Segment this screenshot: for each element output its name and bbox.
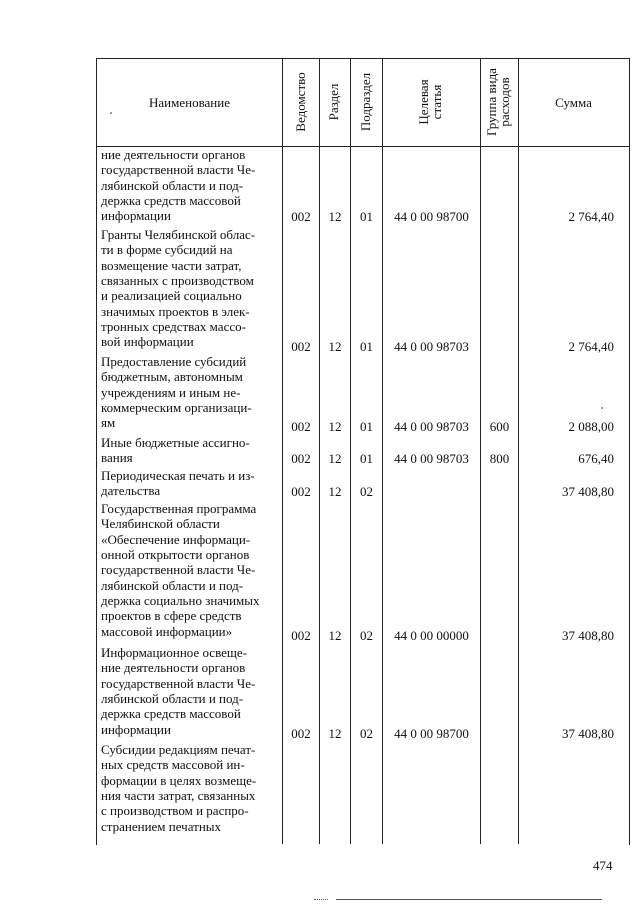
row-target: 44 0 00 98700 <box>394 209 469 224</box>
row-name: ние деятельности органов государственной власти Че- лябинской области и под- держка средств массовой информации <box>101 147 256 224</box>
row-expense-group: 800 <box>489 451 510 466</box>
row-subsection: 01 <box>360 451 373 466</box>
row-subsection: 01 <box>360 419 373 434</box>
row-ministry: 002 <box>291 451 311 466</box>
row-section: 12 <box>328 419 342 434</box>
row-target: 44 0 00 98703 <box>394 419 469 434</box>
bottom-rule <box>336 899 602 900</box>
row-subsection: 02 <box>360 484 373 499</box>
row-subsection: 02 <box>360 726 373 741</box>
row-sum: 2 764,40 <box>568 339 614 354</box>
row-section: 12 <box>328 628 342 643</box>
scan-speck <box>110 112 112 114</box>
row-sum: 2 088,00 <box>568 419 614 434</box>
row-sum: 37 408,80 <box>562 628 614 643</box>
row-ministry: 002 <box>291 209 311 224</box>
row-section: 12 <box>328 339 342 354</box>
row-ministry: 002 <box>291 484 311 499</box>
row-subsection: 02 <box>360 628 373 643</box>
row-section: 12 <box>328 726 342 741</box>
row-name: Субсидии редакциям печат- ных средств массовой ин- формации в целях возмеще- ния части затрат, связанных с производством и распро- странением печатных <box>101 742 257 834</box>
header-expense-group: Группа вида расходов <box>484 68 512 136</box>
row-sum: 2 764,40 <box>568 209 614 224</box>
row-sum: 37 408,80 <box>562 726 614 741</box>
header-name: Наименование <box>149 94 230 110</box>
row-sum: 37 408,80 <box>562 484 614 499</box>
bottom-rule-dots <box>314 899 328 900</box>
row-target: 44 0 00 98700 <box>394 726 469 741</box>
row-ministry: 002 <box>291 339 311 354</box>
row-subsection: 01 <box>360 209 373 224</box>
row-name: Государственная программа Челябинской области «Обеспечение информаци- онной открытости органов государственной власти Че- лябинской области и под- держка социально значимых проектов в сфере средств массовой информации» <box>101 501 260 639</box>
row-name: Информационное освеще- ние деятельности органов государственной власти Че- лябинской области и под- держка средств массовой информации <box>101 645 256 737</box>
row-section: 12 <box>328 484 342 499</box>
row-ministry: 002 <box>291 419 311 434</box>
row-ministry: 002 <box>291 726 311 741</box>
row-target: 44 0 00 98703 <box>394 339 469 354</box>
row-name: Предоставление субсидий бюджетным, автономным учреждениям и иным не- коммерческим организаци- ям <box>101 354 252 431</box>
row-name: Периодическая печать и из- дательства <box>101 468 255 499</box>
header-section: Раздел <box>326 83 341 121</box>
header-ministry: Ведомство <box>293 72 308 132</box>
row-ministry: 002 <box>291 628 311 643</box>
row-target: 44 0 00 98703 <box>394 451 469 466</box>
header-subsection: Подраздел <box>358 72 373 132</box>
header-target-article: Целевая статья <box>416 79 444 125</box>
row-expense-group: 600 <box>489 419 510 434</box>
scan-speck <box>601 407 603 409</box>
row-section: 12 <box>328 451 342 466</box>
header-sum: Сумма <box>555 94 592 110</box>
row-section: 12 <box>328 209 342 224</box>
row-name: Гранты Челябинской облас- ти в форме субсидий на возмещение части затрат, связанных с производством и реализацией социально значимых проектов в элек- тронных средствах массо- вой информации <box>101 227 256 350</box>
row-subsection: 01 <box>360 339 373 354</box>
row-target: 44 0 00 00000 <box>394 628 469 643</box>
row-sum: 676,40 <box>578 451 614 466</box>
page-number: 474 <box>593 858 613 873</box>
row-name: Иные бюджетные ассигно- вания <box>101 435 250 466</box>
